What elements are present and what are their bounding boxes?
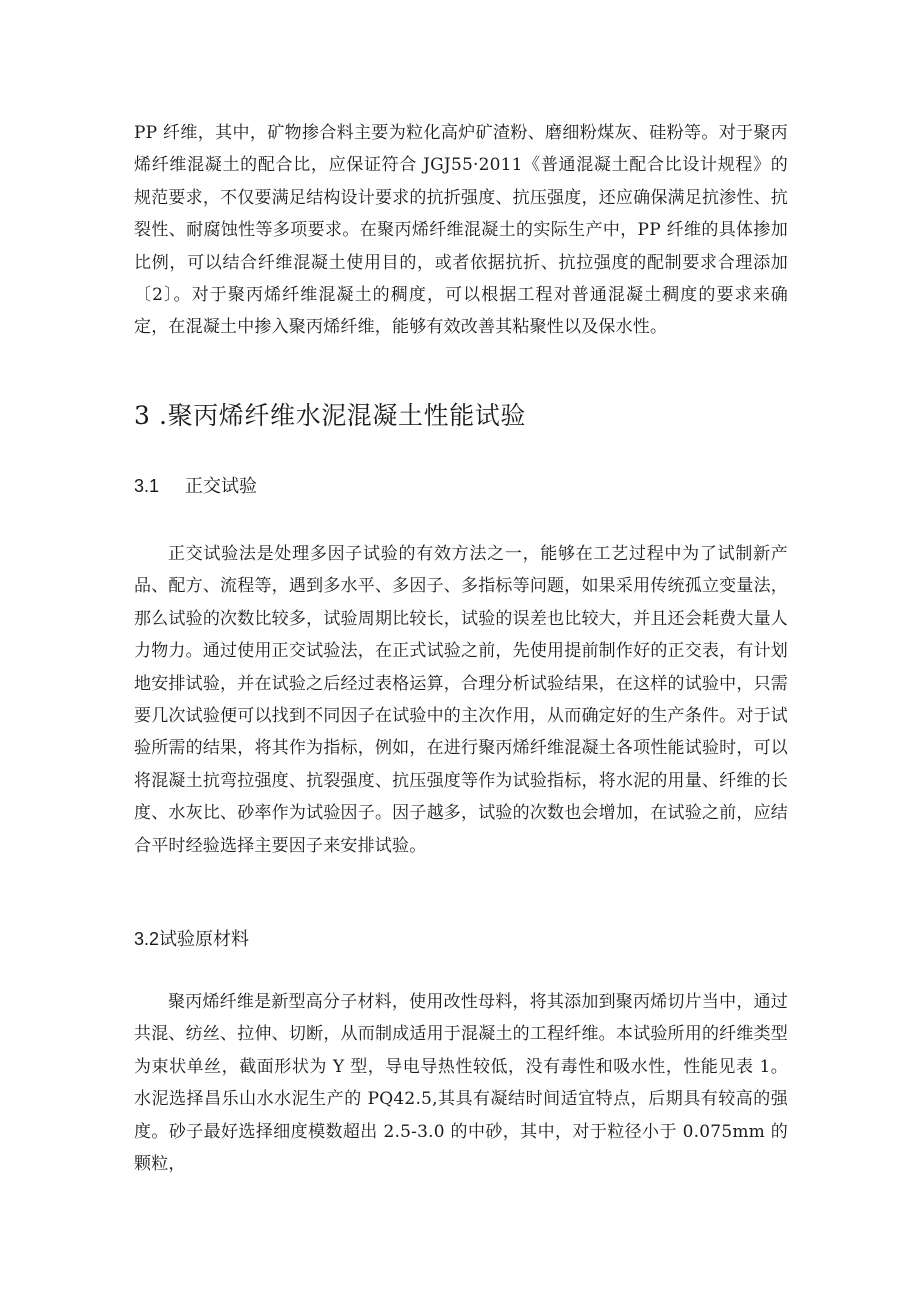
section-3-1-number: 3.1 <box>134 476 160 496</box>
section-3-1-paragraph: 正交试验法是处理多因子试验的有效方法之一，能够在工艺过程中为了试制新产品、配方、流程等，遇到多水平、多因子、多指标等问题，如果采用传统孤立变量法，那么试验的次数比较多，试验周期比较长，试验的误差也比较大，并且还会耗费大量人力物力。通过使用正交试验法，在正式试验之前，先使用提前制作好的正交表，有计划地安排试验，并在试验之后经过表格运算，合理分析试验结果，在这样的试验中，只需要几次试验便可以找到不同因子在试验中的主次作用，从而确定好的生产条件。对于试验所需的结果，将其作为指标，例如，在进行聚丙烯纤维混凝土各项性能试验时，可以将混凝土抗弯拉强度、抗裂强度、抗压强度等作为试验指标，将水泥的用量、纤维的长度、水灰比、砂率作为试验因子。因子越多，试验的次数也会增加，在试验之前，应结合平时经验选择主要因子来安排试验。 <box>134 544 788 856</box>
section-3-heading: 3 .聚丙烯纤维水泥混凝土性能试验 <box>134 401 527 430</box>
section-3-1-heading <box>134 472 257 498</box>
section-3-2-paragraph: 聚丙烯纤维是新型高分子材料，使用改性母料，将其添加到聚丙烯切片当中，通过共混、纺丝、拉伸、切断，从而制成适用于混凝土的工程纤维。本试验所用的纤维类型为束状单丝，截面形状为 Y 型，导电导热性较低，没有毒性和吸水性，性能见表 1。水泥选择昌乐山水水泥生产的 PQ42.5,其具有凝结时间适宜特点，后期具有较高的强度。砂子最好选择细度模数超出 2.5-3.0 的中砂，其中，对于粒径小于 0.075mm 的颗粒， <box>134 992 788 1175</box>
section-3-2-number: 3.2 <box>134 929 160 949</box>
section-3-1-title: 正交试验 <box>185 476 258 497</box>
section-3-2-heading <box>134 925 249 951</box>
intro-paragraph: PP 纤维，其中，矿物掺合料主要为粒化高炉矿渣粉、磨细粉煤灰、硅粉等。对于聚丙烯纤维混凝土的配合比，应保证符合 JGJ55·2011《普通混凝土配合比设计规程》的规范要求，不仅要满足结构设计要求的抗折强度、抗压强度，还应确保满足抗渗性、抗裂性、耐腐蚀性等多项要求。在聚丙烯纤维混凝土的实际生产中，PP 纤维的具体掺加比例，可以结合纤维混凝土使用目的，或者依据抗折、抗拉强度的配制要求合理添加〔2〕。对于聚丙烯纤维混凝土的稠度，可以根据工程对普通混凝土稠度的要求来确定，在混凝土中掺入聚丙烯纤维，能够有效改善其粘聚性以及保水性。 <box>134 123 788 338</box>
section-3-2-title: 试验原材料 <box>159 929 250 950</box>
